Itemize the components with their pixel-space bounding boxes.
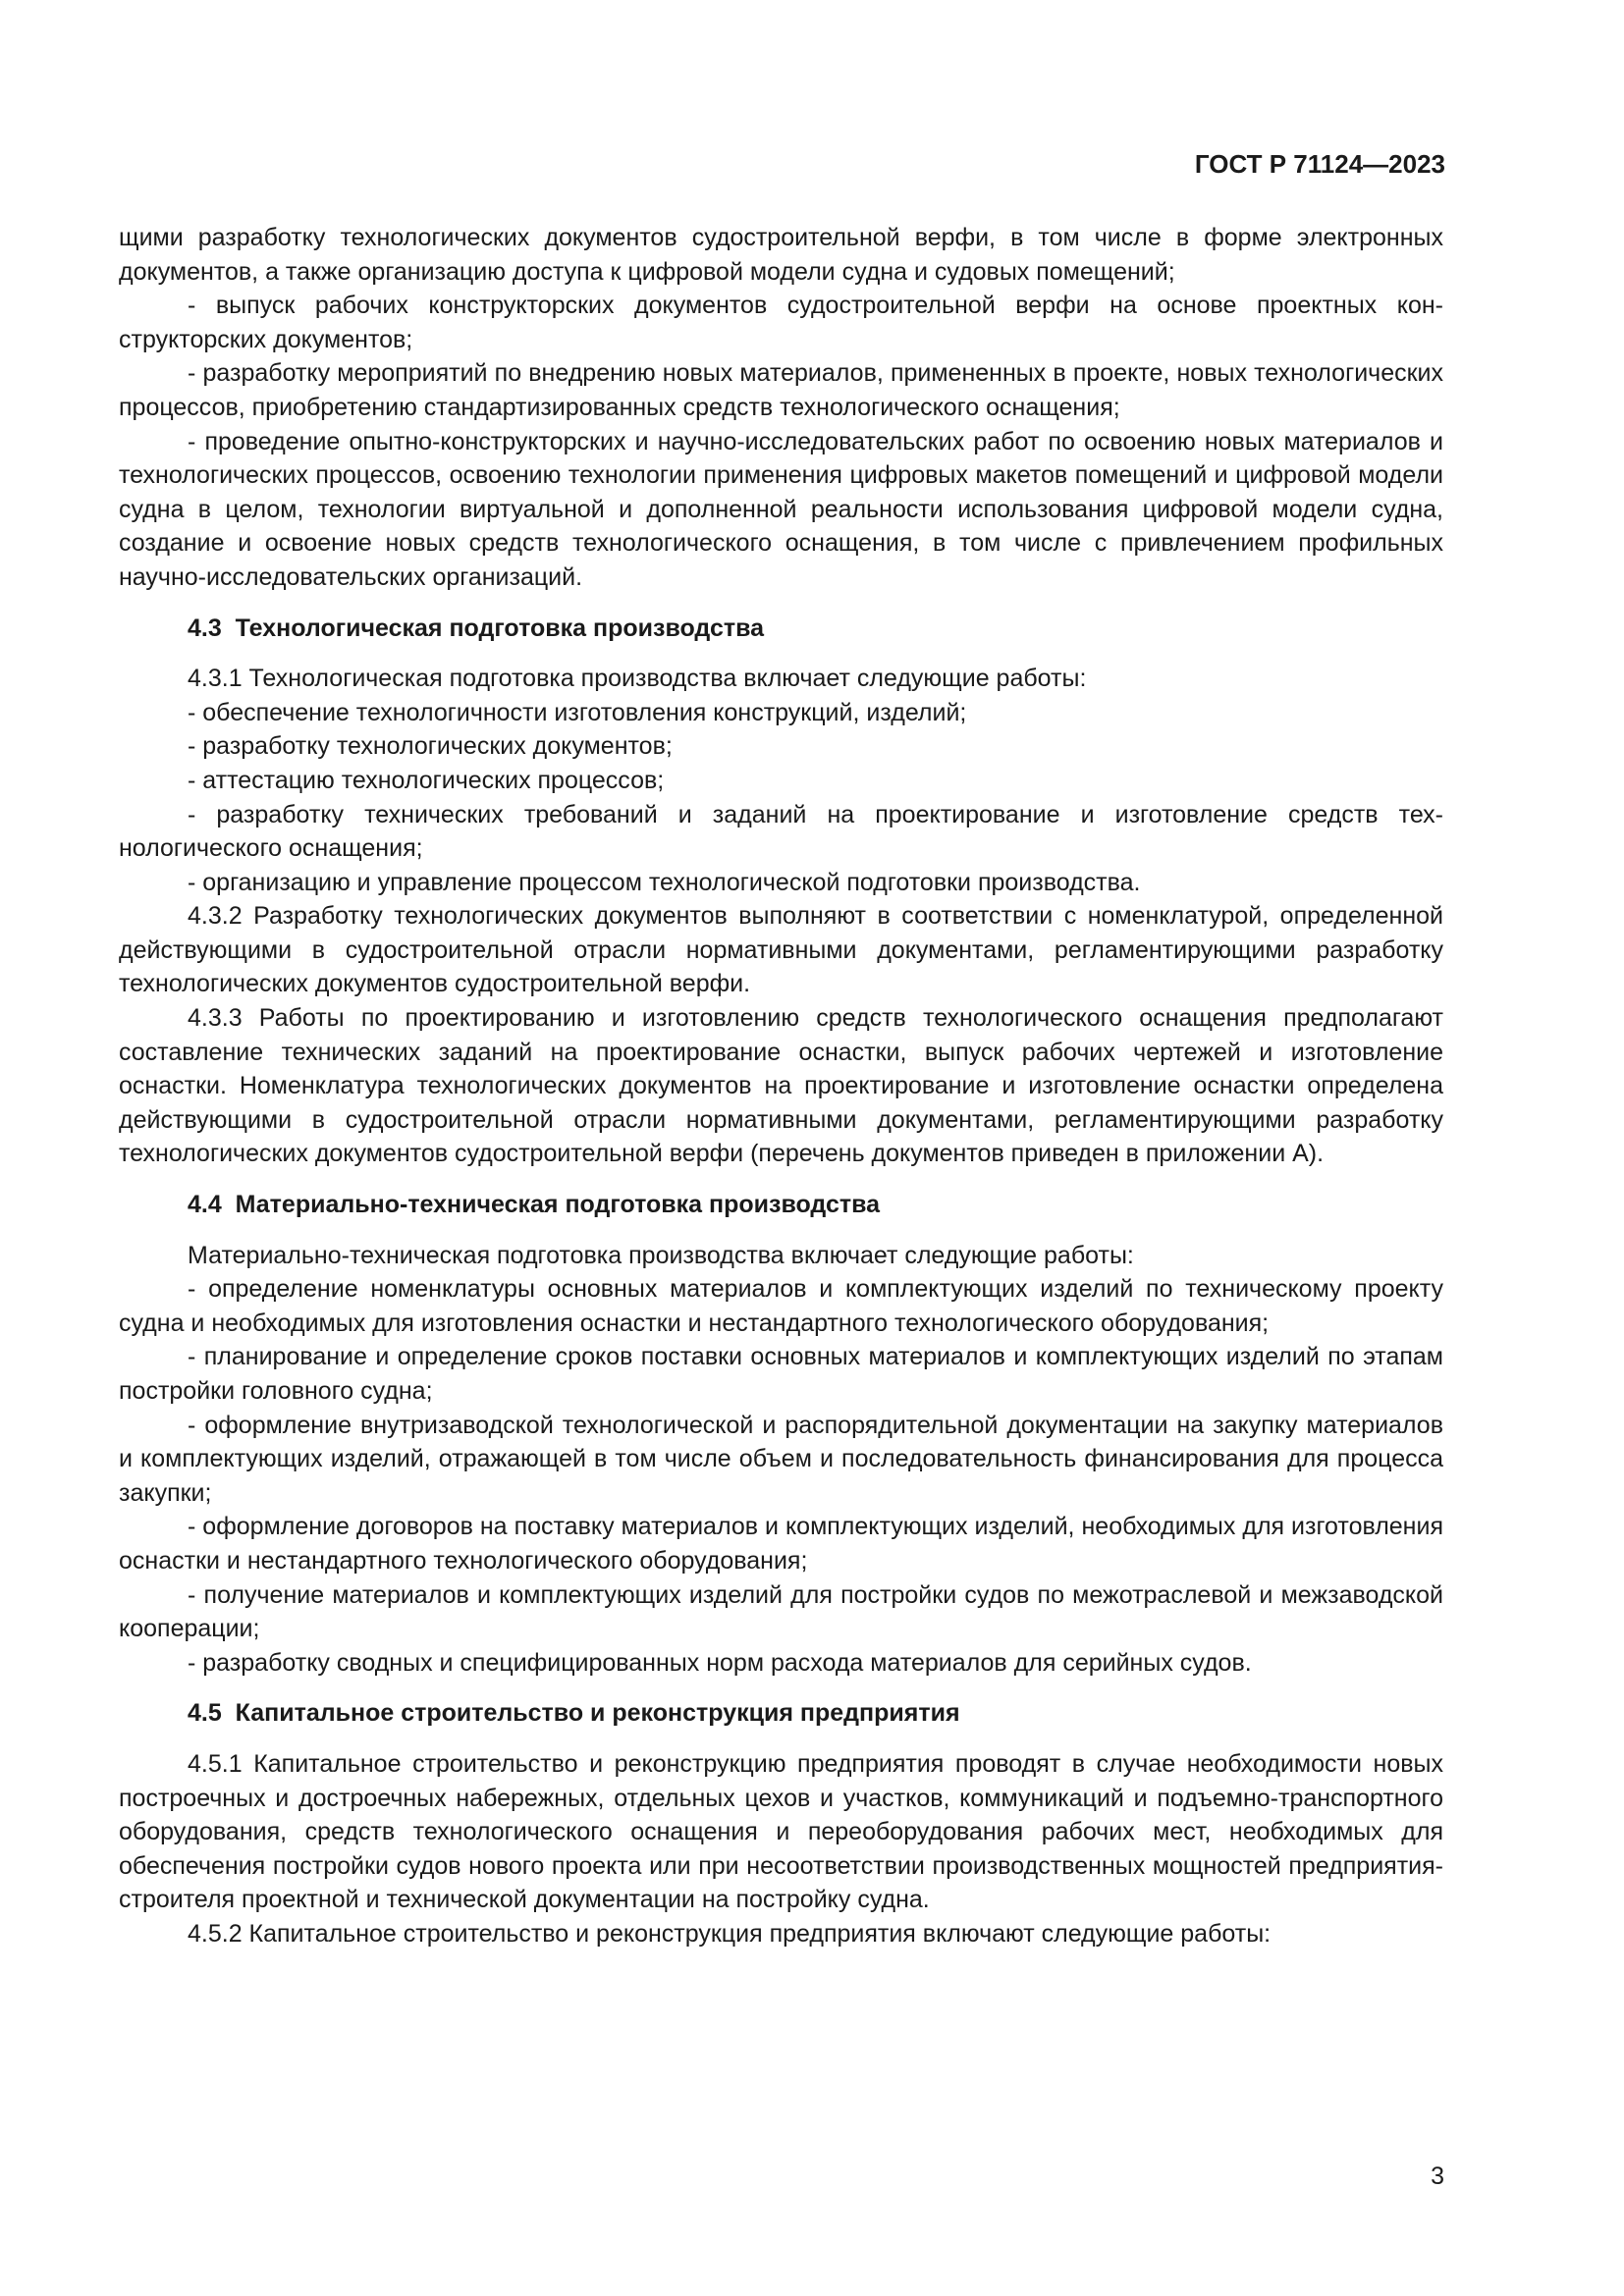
list-item: - разработку технологических документов; <box>188 732 673 761</box>
paragraph: 4.3.1 Технологическая подготовка производства включает следующие работы: <box>188 665 1087 693</box>
list-item: - оформление внутризаводской технологической и распорядительной документации на закупку материалов и комплектующих изделий, отражающей в том числе объем и последовательность финансирования для процесса закупки; <box>119 1411 1443 1507</box>
paragraph: 4.5.1 Капитальное строительство и реконструкцию предприятия проводят в случае необходимости новых построечных и достроечных набережных, отдельных цехов и участков, коммуникаций и подъемно-транспортного оборудования, средств технологического оснащения и переоборудования рабочих мест, необходимых для обеспечения постройки судов нового проекта или при несоответствии производственных мощностей предприятия-строителя проектной и технической документации на постройку судна. <box>119 1749 1443 1914</box>
paragraph: 4.3.2 Разработку технологических документов выполняют в соответствии с номенклатурой, определенной действующими в судостроительной отрасли нормативными документами, регламентирующими разработку технологических документов судостроительной верфи. <box>119 902 1443 998</box>
page-number: 3 <box>1431 2163 1444 2190</box>
list-item: - определение номенклатуры основных материалов и комплектующих изделий по техническому проекту судна и необходимых для изготовления оснастки и нестандартного технологического оборудования; <box>119 1275 1443 1337</box>
list-item: - разработку сводных и специфицированных норм расхода материалов для серийных судов. <box>188 1648 1252 1677</box>
document-code: ГОСТ Р 71124—2023 <box>1194 149 1445 179</box>
list-item: - планирование и определение сроков поставки основных материалов и комплектующих изделий по этапам постройки головного судна; <box>119 1343 1443 1405</box>
paragraph: 4.3.3 Работы по проектированию и изготовлению средств технологического оснащения предполагают составление технических заданий на проектирование оснастки, выпуск рабочих чертежей и изготовление оснастки. Номенклатура технологических документов на проектирование и изготовление оснастки определена действующими в судостроительной отрасли нормативными документами, регламентирующими разработку технологических документов судостроительной верфи (перечень документов приведен в приложении А). <box>119 1004 1443 1168</box>
paragraph: 4.5.2 Капитальное строительство и реконструкция предприятия включают следующие работы: <box>188 1919 1272 1948</box>
list-item: - разработку мероприятий по внедрению новых материалов, примененных в проекте, новых технологических процессов, приобретению стандартизированных средств технологического оснащения; <box>119 359 1443 421</box>
list-item: - обеспечение технологичности изготовления конструкций, изделий; <box>188 698 967 726</box>
list-item: - аттестацию технологических процессов; <box>188 766 665 794</box>
list-item: - получение материалов и комплектующих изделий для постройки судов по межотраслевой и межзаводской кооперации; <box>119 1580 1443 1643</box>
paragraph: щими разработку технологических документов судостроительной верфи, в том числе в форме электронных документов, а также организацию доступа к цифровой модели судна и судовых помещений; <box>119 224 1443 286</box>
paragraph: Материально-техническая подготовка производства включает следующие работы: <box>188 1241 1134 1269</box>
list-item: - организацию и управление процессом технологической подготовки производства. <box>188 868 1141 896</box>
list-item: - оформление договоров на поставку материалов и комплектующих изделий, необходимых для изготовления оснастки и нестандартного технологического оборудования; <box>119 1513 1443 1575</box>
list-item: - проведение опытно-конструкторских и научно-исследовательских работ по освоению новых материалов и технологических процессов, освоению технологии применения цифровых макетов помещений и цифровой модели судна в целом, технологии виртуальной и дополненной реальности использования цифровой модели судна, создание и освоение новых средств технологического оснащения, в том числе с привлечением профильных научно-исследовательских организаций. <box>119 427 1443 591</box>
page-body <box>119 221 1443 1951</box>
list-item: - выпуск рабочих конструкторских документов судостроительной верфи на основе проектных конструкторских документов; <box>119 292 1443 353</box>
section-heading-4-4: 4.4 Материально-техническая подготовка производства <box>188 1191 881 1219</box>
section-heading-4-3: 4.3 Технологическая подготовка производства <box>188 614 765 642</box>
section-heading-4-5: 4.5 Капитальное строительство и реконструкция предприятия <box>188 1699 960 1728</box>
list-item: - разработку технических требований и заданий на проектирование и изготовление средств технологического оснащения; <box>119 800 1443 863</box>
